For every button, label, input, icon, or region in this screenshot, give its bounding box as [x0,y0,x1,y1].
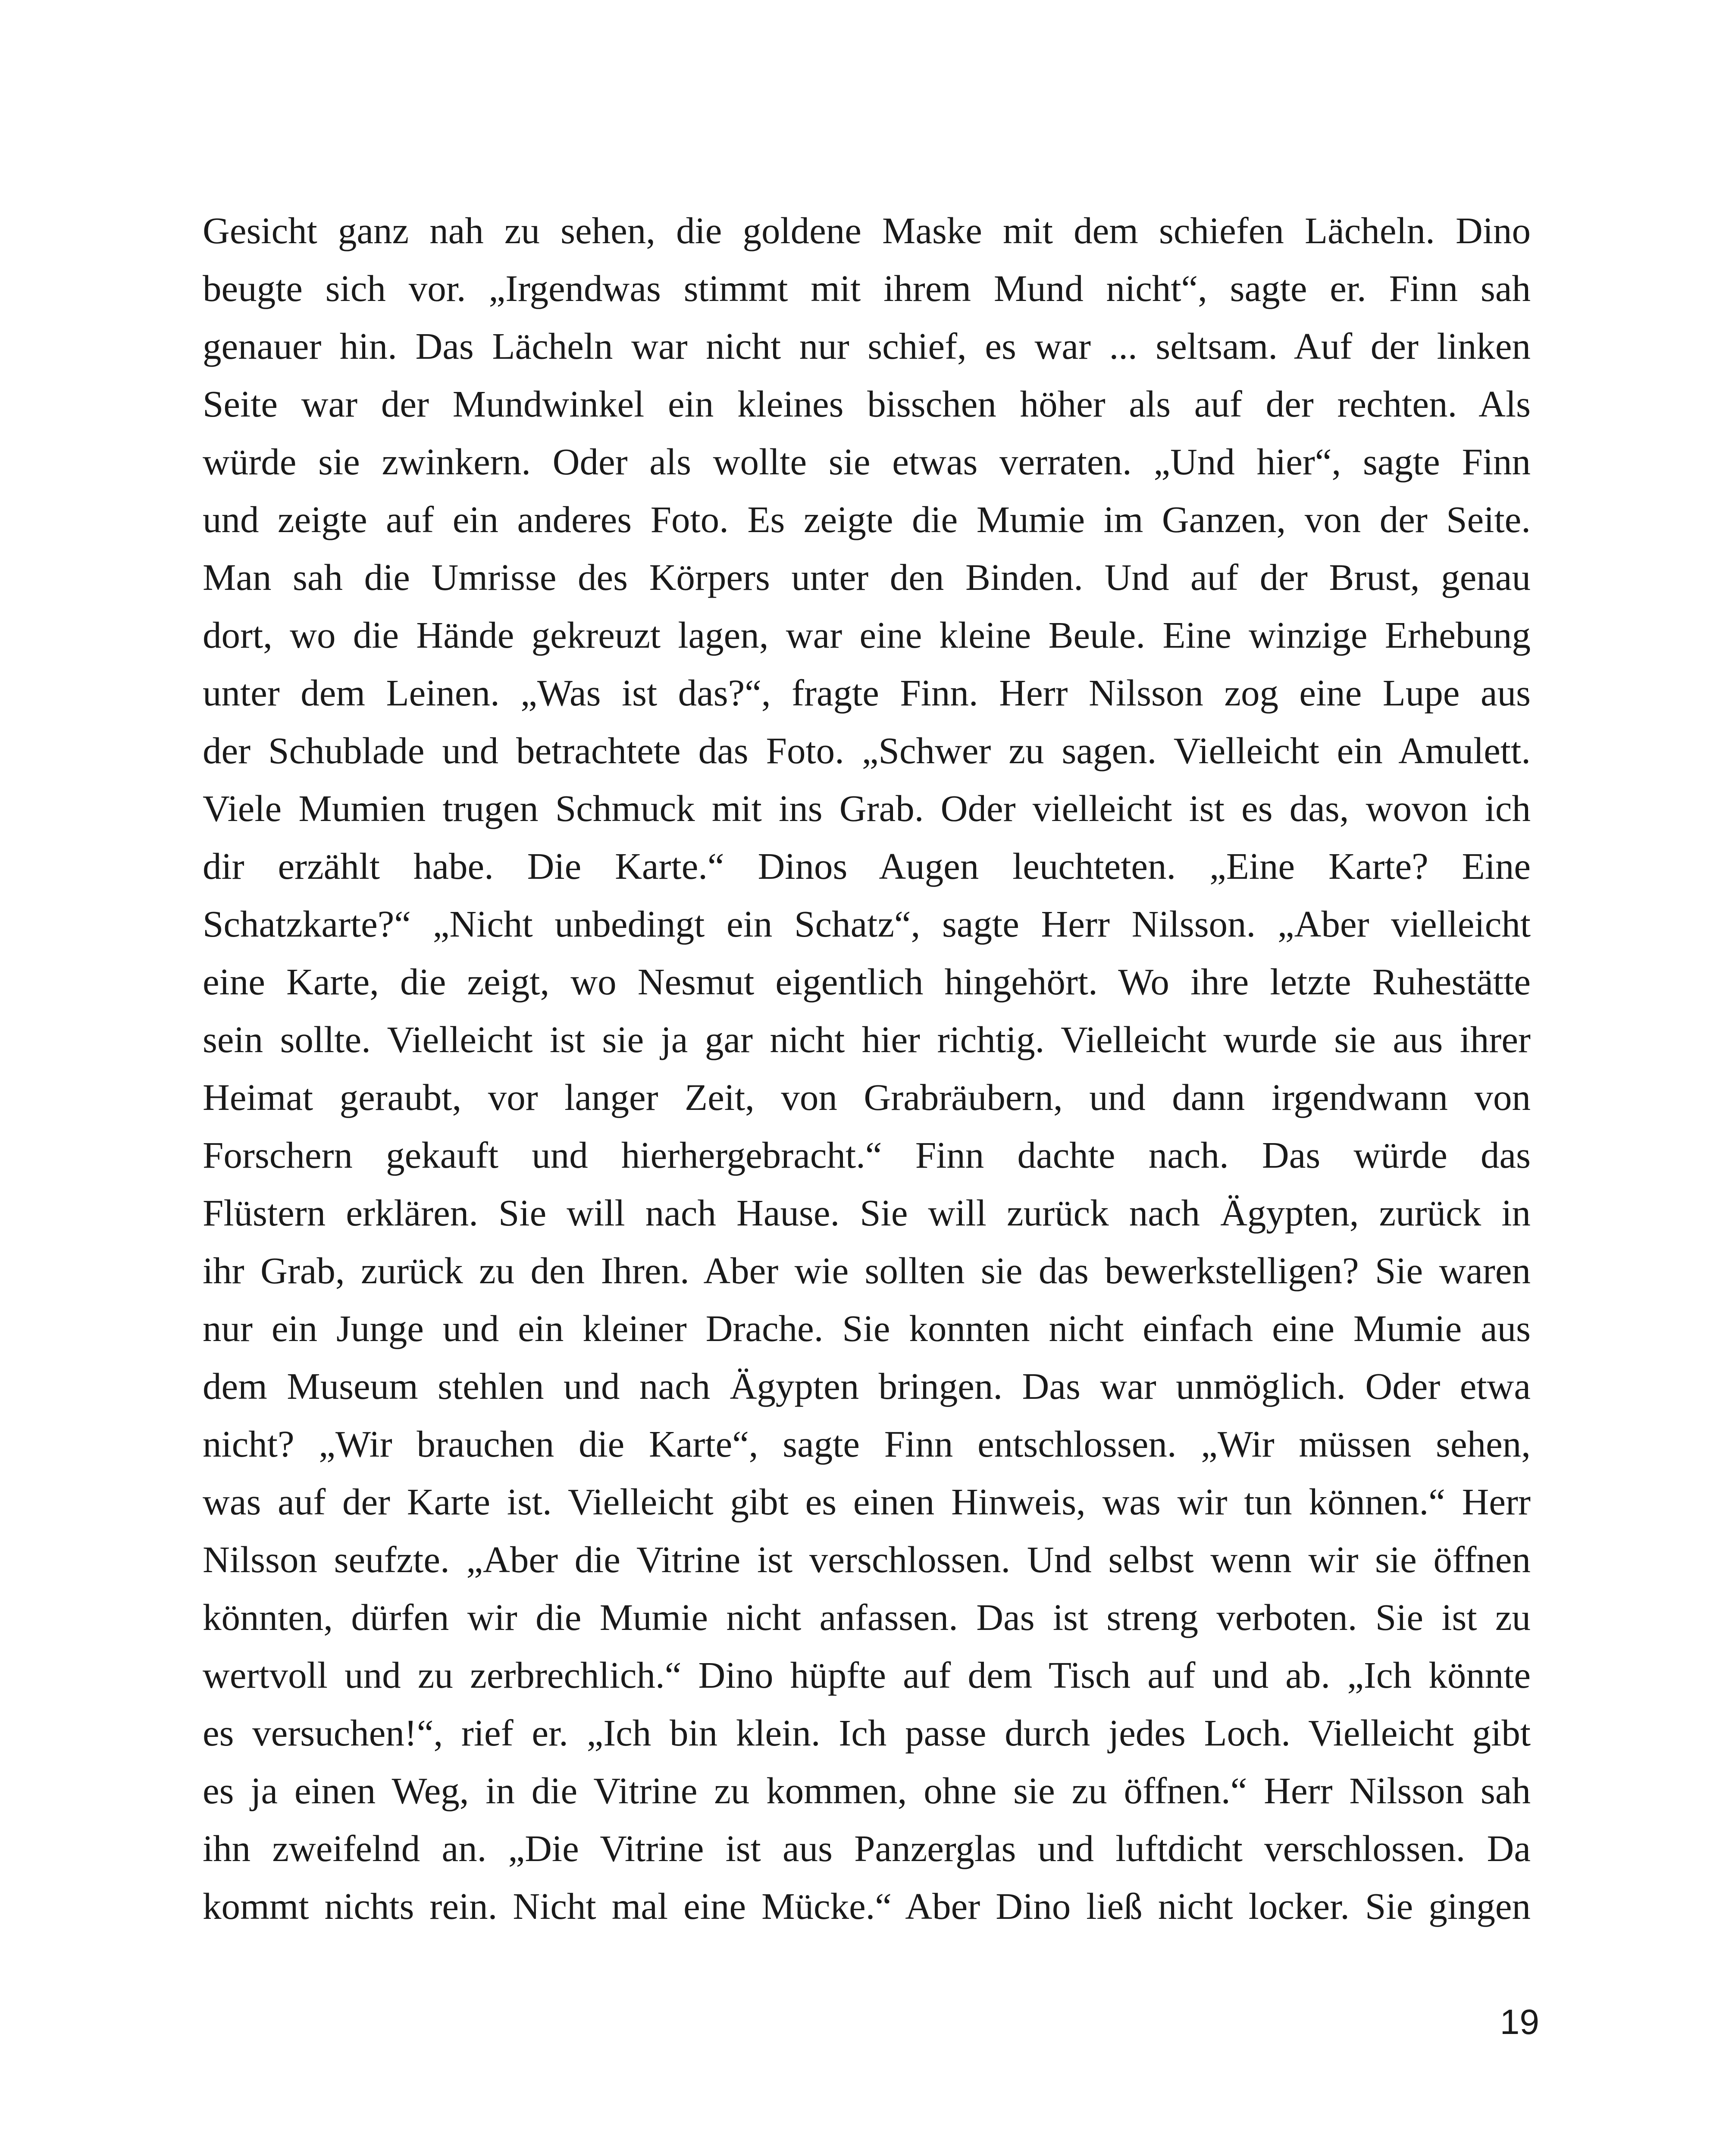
text-line: eine Karte, die zeigt, wo Nesmut eigentlich hingehört. Wo ihre letzte Ruhestätte [203,961,1531,1003]
text-line: sein sollte. Vielleicht ist sie ja gar nicht hier richtig. Vielleicht wurde sie aus ihrer [203,1018,1531,1060]
text-line: und zeigte auf ein anderes Foto. Es zeigte die Mumie im Ganzen, von der Seite. [203,498,1531,540]
text-line: Heimat geraubt, vor langer Zeit, von Grabräubern, und dann irgendwann von [203,1076,1531,1118]
text-line: genauer hin. Das Lächeln war nicht nur schief, es war ... seltsam. Auf der linken [203,325,1531,367]
text-line: Seite war der Mundwinkel ein kleines bisschen höher als auf der rechten. Als [203,383,1531,425]
text-line: Schatzkarte?“ „Nicht unbedingt ein Schatz“, sagte Herr Nilsson. „Aber vielleicht [203,903,1531,945]
text-line: beugte sich vor. „Irgendwas stimmt mit ihrem Mund nicht“, sagte er. Finn sah [203,267,1531,309]
text-line: Nilsson seufzte. „Aber die Vitrine ist verschlossen. Und selbst wenn wir sie öffnen [203,1539,1531,1580]
text-line: Viele Mumien trugen Schmuck mit ins Grab. Oder vielleicht ist es das, wovon ich [203,787,1531,829]
text-line: nur ein Junge und ein kleiner Drache. Sie konnten nicht einfach eine Mumie aus [203,1307,1531,1349]
text-line: dir erzählt habe. Die Karte.“ Dinos Augen leuchteten. „Eine Karte? Eine [203,845,1531,887]
text-line: der Schublade und betrachtete das Foto. „Schwer zu sagen. Vielleicht ein Amulett. [203,730,1531,771]
page-number: 19 [1500,2002,1539,2042]
text-line: kommt nichts rein. Nicht mal eine Mücke.“ Aber Dino ließ nicht locker. Sie gingen [203,1885,1531,1927]
text-line: ihr Grab, zurück zu den Ihren. Aber wie sollten sie das bewerkstelligen? Sie waren [203,1250,1531,1291]
text-line: wertvoll und zu zerbrechlich.“ Dino hüpfte auf dem Tisch auf und ab. „Ich könnte [203,1654,1531,1696]
text-line: es versuchen!“, rief er. „Ich bin klein. Ich passe durch jedes Loch. Vielleicht gibt [203,1712,1531,1754]
body-text [203,202,1531,1935]
text-line: unter dem Leinen. „Was ist das?“, fragte Finn. Herr Nilsson zog eine Lupe aus [203,672,1531,714]
text-line: es ja einen Weg, in die Vitrine zu kommen, ohne sie zu öffnen.“ Herr Nilsson sah [203,1770,1531,1811]
text-line: Man sah die Umrisse des Körpers unter den Binden. Und auf der Brust, genau [203,556,1531,598]
text-line: könnten, dürfen wir die Mumie nicht anfassen. Das ist streng verboten. Sie ist zu [203,1596,1531,1638]
text-line: ihn zweifelnd an. „Die Vitrine ist aus Panzerglas und luftdicht verschlossen. Da [203,1827,1531,1869]
text-line: Gesicht ganz nah zu sehen, die goldene Maske mit dem schiefen Lächeln. Dino [203,210,1531,251]
text-line: was auf der Karte ist. Vielleicht gibt es einen Hinweis, was wir tun können.“ Herr [203,1481,1531,1523]
text-line: Flüstern erklären. Sie will nach Hause. Sie will zurück nach Ägypten, zurück in [203,1192,1531,1234]
text-line: dort, wo die Hände gekreuzt lagen, war eine kleine Beule. Eine winzige Erhebung [203,614,1531,656]
text-line: nicht? „Wir brauchen die Karte“, sagte Finn entschlossen. „Wir müssen sehen, [203,1423,1531,1465]
text-line: Forschern gekauft und hierhergebracht.“ Finn dachte nach. Das würde das [203,1134,1531,1176]
text-line: würde sie zwinkern. Oder als wollte sie etwas verraten. „Und hier“, sagte Finn [203,441,1531,483]
text-line: dem Museum stehlen und nach Ägypten bringen. Das war unmöglich. Oder etwa [203,1365,1531,1407]
